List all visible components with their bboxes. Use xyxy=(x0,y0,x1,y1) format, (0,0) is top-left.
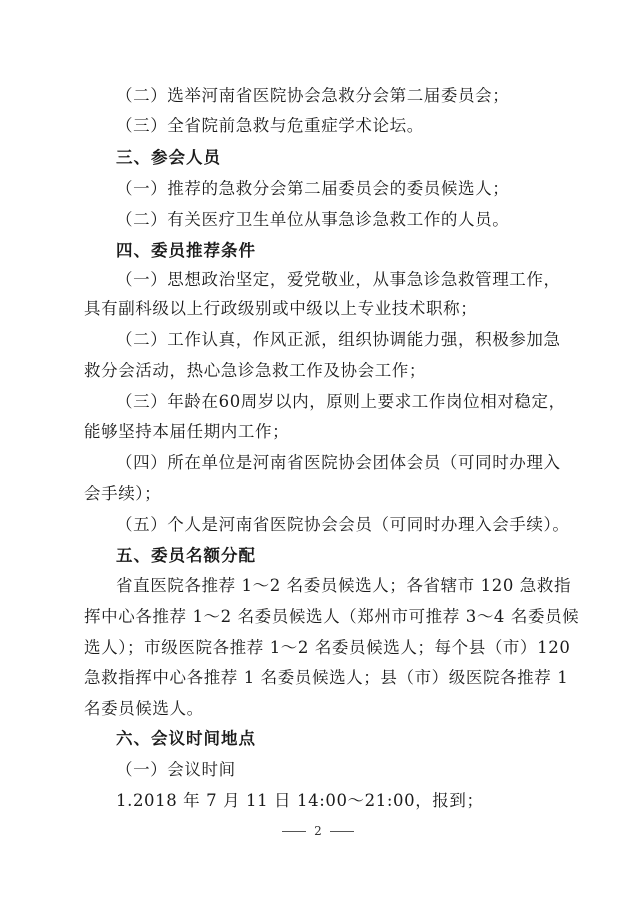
page-number: 2 xyxy=(314,824,322,838)
paragraph-line: 急救指挥中心各推荐 1 名委员候选人；县（市）级医院各推荐 1 xyxy=(84,668,569,687)
footer-dash-right xyxy=(330,831,354,832)
paragraph-line: （二）选举河南省医院协会急救分会第二届委员会； xyxy=(116,86,510,105)
paragraph-line: 具有副科级以上行政级别或中级以上专业技术职称； xyxy=(84,299,478,318)
paragraph-line: （三）全省院前急救与危重症学术论坛。 xyxy=(116,116,424,135)
section-heading: 五、委员名额分配 xyxy=(116,546,256,565)
paragraph-line: 会手续）； xyxy=(84,484,162,503)
paragraph-line: （一）会议时间 xyxy=(116,760,236,779)
paragraph-line: 名委员候选人。 xyxy=(84,699,204,718)
paragraph-line: 省直医院各推荐 1～2 名委员候选人；各省辖市 120 急救指 xyxy=(116,576,572,595)
paragraph-line: （四）所在单位是河南省医院协会团体会员（可同时办理入 xyxy=(116,453,561,472)
paragraph-line: 能够坚持本届任期内工作； xyxy=(84,422,290,441)
section-heading: 六、会议时间地点 xyxy=(116,729,256,748)
footer-dash-left xyxy=(282,831,306,832)
paragraph-line: （五）个人是河南省医院协会会员（可同时办理入会手续）。 xyxy=(116,515,570,534)
section-heading: 四、委员推荐条件 xyxy=(116,241,256,260)
paragraph-line: 选人）；市级医院各推荐 1～2 名委员候选人；每个县（市）120 xyxy=(84,638,571,657)
paragraph-line: 1.2018 年 7 月 11 日 14:00～21:00，报到； xyxy=(116,791,484,810)
paragraph-line: （二）有关医疗卫生单位从事急诊急救工作的人员。 xyxy=(116,210,510,229)
paragraph-line: （一）推荐的急救分会第二届委员会的委员候选人； xyxy=(116,179,510,198)
paragraph-line: （二）工作认真，作风正派，组织协调能力强，积极参加急 xyxy=(116,330,561,349)
paragraph-line: （三）年龄在60周岁以内，原则上要求工作岗位相对稳定， xyxy=(116,392,566,411)
page-footer xyxy=(0,824,636,838)
paragraph-line: 挥中心各推荐 1～2 名委员候选人（郑州市可推荐 3～4 名委员候 xyxy=(84,607,580,626)
section-heading: 三、参会人员 xyxy=(116,148,221,167)
paragraph-line: 救分会活动，热心急诊急救工作及协会工作； xyxy=(84,361,426,380)
paragraph-line: （一）思想政治坚定，爱党敬业，从事急诊急救管理工作， xyxy=(116,270,561,289)
